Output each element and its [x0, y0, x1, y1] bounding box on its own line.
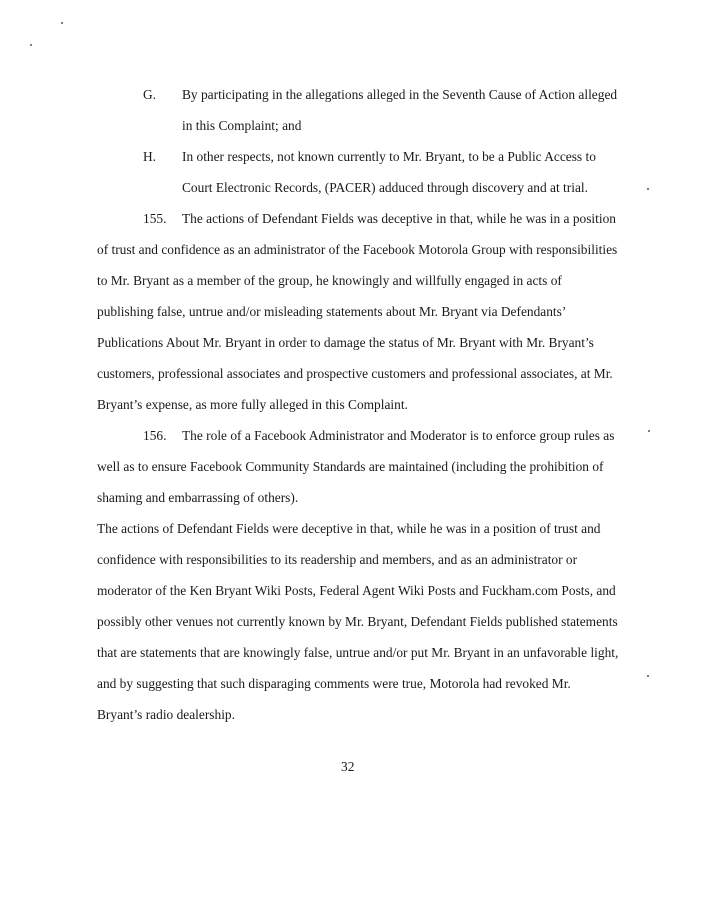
paragraph-number-155: 155. [143, 211, 167, 226]
paragraph-155-line-6: customers, professional associates and prospective customers and professional associates, at Mr. [97, 366, 613, 381]
item-g-line-1: By participating in the allegations alleged in the Seventh Cause of Action alleged [182, 87, 618, 102]
paragraph-3-line-6: and by suggesting that such disparaging comments were true, Motorola had revoked Mr. [97, 676, 571, 691]
paragraph-3-line-2: confidence with responsibilities to its readership and members, and as an administrator or [97, 552, 578, 567]
paragraph-156-line-1: The role of a Facebook Administrator and Moderator is to enforce group rules as [182, 428, 615, 443]
paragraph-3-line-5: that are statements that are knowingly false, untrue and/or put Mr. Bryant in an unfavorable light, [97, 645, 619, 660]
paragraph-156-line-3: shaming and embarrassing of others). [97, 490, 299, 505]
paragraph-155-line-2: of trust and confidence as an administrator of the Facebook Motorola Group with responsibilities [97, 242, 618, 257]
paragraph-155-line-4: publishing false, untrue and/or misleading statements about Mr. Bryant via Defendants’ [97, 304, 567, 319]
paragraph-155-line-7: Bryant’s expense, as more fully alleged in this Complaint. [97, 397, 408, 412]
paragraph-number-156: 156. [143, 428, 167, 443]
paragraph-3-line-3: moderator of the Ken Bryant Wiki Posts, Federal Agent Wiki Posts and Fuckham.com Posts, and [97, 583, 616, 598]
paragraph-3-line-4: possibly other venues not currently known by Mr. Bryant, Defendant Fields published statements [97, 614, 618, 629]
item-g-line-2: in this Complaint; and [182, 118, 302, 133]
paragraph-3-line-1: The actions of Defendant Fields were deceptive in that, while he was in a position of trust and [97, 521, 601, 536]
item-h-line-2: Court Electronic Records, (PACER) adduced through discovery and at trial. [182, 180, 588, 195]
page-number: 32 [341, 759, 355, 774]
paragraph-155-line-3: to Mr. Bryant as a member of the group, he knowingly and willfully engaged in acts of [97, 273, 562, 288]
scan-speck [647, 188, 649, 190]
item-label-g: G. [143, 87, 157, 102]
paragraph-155-line-1: The actions of Defendant Fields was deceptive in that, while he was in a position [182, 211, 616, 226]
scan-speck [647, 675, 649, 677]
paragraph-156-line-2: well as to ensure Facebook Community Standards are maintained (including the prohibition of [97, 459, 604, 474]
scan-speck [30, 44, 32, 46]
paragraph-3-line-7: Bryant’s radio dealership. [97, 707, 235, 722]
item-h-line-1: In other respects, not known currently to Mr. Bryant, to be a Public Access to [182, 149, 596, 164]
paragraph-155-line-5: Publications About Mr. Bryant in order to damage the status of Mr. Bryant with Mr. Bryant’s [97, 335, 594, 350]
scan-speck [61, 22, 63, 24]
item-label-h: H. [143, 149, 157, 164]
scan-speck [648, 430, 650, 432]
